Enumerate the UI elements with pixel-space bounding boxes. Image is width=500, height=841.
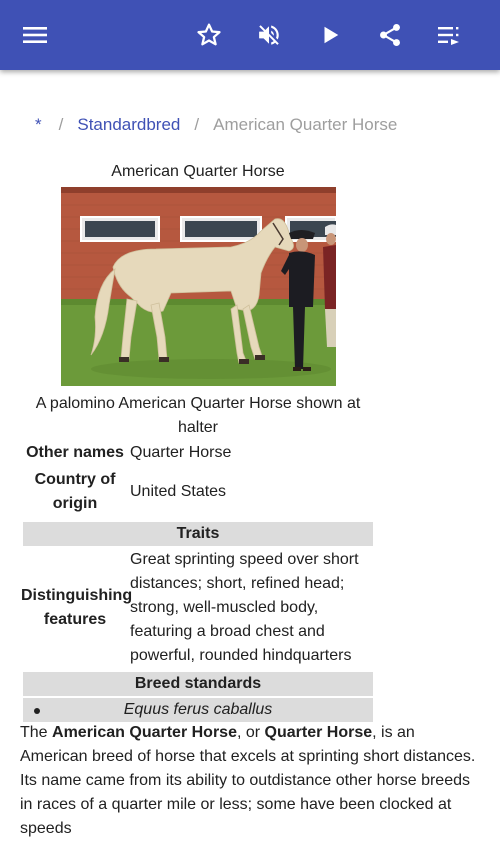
breadcrumb-separator: / — [194, 115, 200, 134]
infobox — [21, 160, 375, 722]
menu-button[interactable] — [14, 14, 56, 56]
infobox-row-country — [21, 466, 375, 518]
favorite-button[interactable] — [188, 14, 230, 56]
infobox-value: Great sprinting speed over short distances; short, refined head; strong, well-muscled body, featuring a broad chest and powerful, rounded hindquarters — [130, 551, 359, 664]
breadcrumb-current: American Quarter Horse — [213, 115, 398, 134]
play-icon — [319, 24, 341, 46]
breadcrumb-parent-link[interactable]: Standardbred — [77, 115, 181, 134]
share-button[interactable] — [369, 14, 411, 56]
bullet — [34, 708, 40, 714]
article-intro — [20, 721, 482, 841]
traits-header: Traits — [23, 522, 373, 546]
infobox-value: United States — [130, 483, 227, 500]
infobox-row-features — [21, 548, 375, 668]
play-button[interactable] — [309, 14, 351, 56]
mute-button[interactable] — [248, 14, 290, 56]
species-list-item — [23, 698, 373, 722]
app-toolbar — [0, 0, 500, 70]
playlist-button[interactable] — [429, 14, 471, 56]
volume-off-icon — [256, 22, 282, 48]
breadcrumb — [35, 113, 397, 137]
article-bold-term: American Quarter Horse — [52, 724, 237, 741]
species-name: Equus ferus caballus — [123, 701, 273, 718]
horse-photo[interactable] — [61, 187, 336, 386]
article-text: , or — [236, 724, 265, 741]
star-outline-icon — [196, 22, 222, 48]
infobox-value: Quarter Horse — [130, 444, 232, 461]
infobox-label: Distinguishing features — [21, 587, 133, 628]
infobox-row-other-names — [21, 440, 375, 466]
playlist-icon — [437, 24, 463, 46]
image-caption: A palomino American Quarter Horse shown at halter — [35, 395, 361, 436]
menu-icon — [22, 25, 48, 45]
article-text: The — [20, 724, 53, 741]
article-text: , is an American breed of horse that excels at sprinting short distances. Its name came from its ability to outdistance other horse breeds in races of a quarter mile or less; some have been clocked at speeds — [20, 724, 476, 837]
article-bold-term: Quarter Horse — [264, 724, 373, 741]
infobox-label: Country of origin — [34, 471, 116, 512]
infobox-label: Other names — [26, 444, 124, 461]
infobox-title: American Quarter Horse — [111, 163, 285, 180]
share-icon — [377, 22, 403, 48]
breed-standards-header: Breed standards — [23, 672, 373, 696]
horse-photo-illustration — [61, 187, 336, 386]
breadcrumb-root-link[interactable]: * — [35, 115, 42, 134]
breadcrumb-separator: / — [58, 115, 64, 134]
